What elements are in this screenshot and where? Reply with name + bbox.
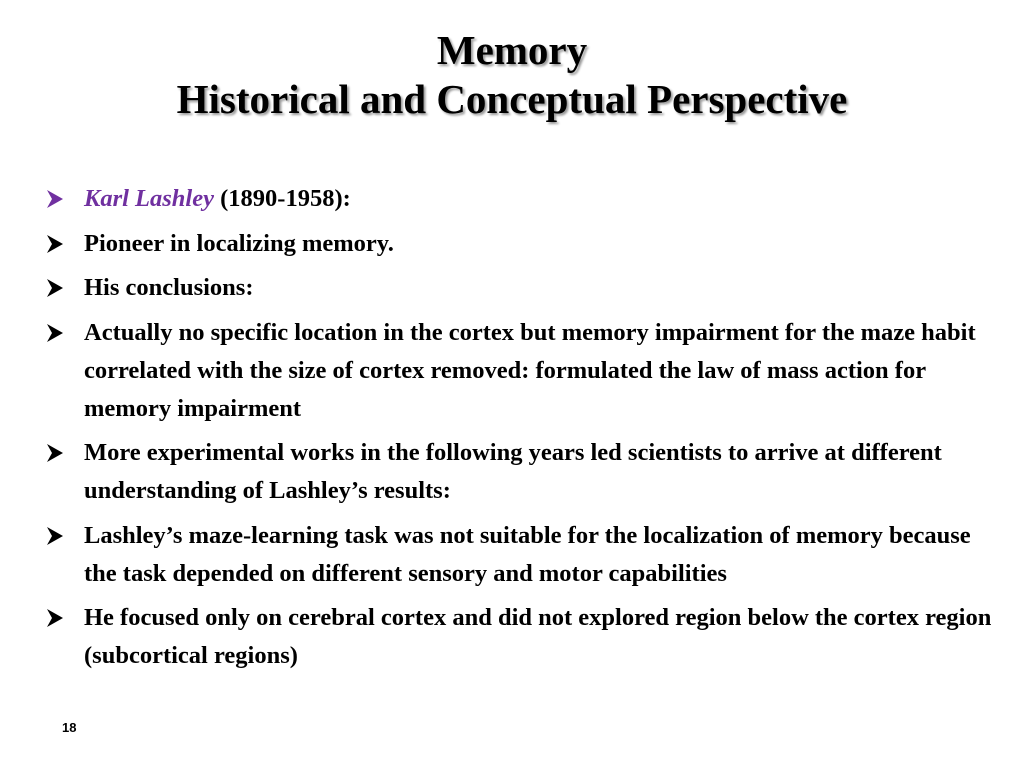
bullet-text: His conclusions:: [84, 274, 254, 301]
slide-title-line-1: Memory: [436, 27, 588, 73]
bullet-item: [46, 599, 996, 675]
arrowhead-bullet-icon: [46, 234, 64, 254]
bullet-item: [46, 269, 996, 307]
bullet-text: (1890-1958):: [214, 185, 351, 212]
arrowhead-bullet-icon: [46, 443, 64, 463]
arrowhead-bullet-icon: [46, 189, 64, 209]
arrowhead-bullet-icon: [46, 323, 64, 343]
slide-title: [0, 26, 1024, 123]
bullet-item: [46, 314, 996, 428]
bullet-item: [46, 225, 996, 263]
bullet-text: He focused only on cerebral cortex and did not explored region below the cortex region (subcortical regions): [84, 604, 992, 669]
bullet-text: More experimental works in the following years led scientists to arrive at different understanding of Lashley’s results:: [84, 439, 942, 504]
bullet-text: Actually no specific location in the cortex but memory impairment for the maze habit correlated with the size of cortex removed: formulated the law of mass action for memory impairment: [84, 318, 976, 422]
person-name: Karl Lashley: [84, 185, 214, 212]
slide-title-line-2: Historical and Conceptual Perspective: [176, 76, 848, 122]
arrowhead-bullet-icon: [46, 526, 64, 546]
bullet-text: Lashley’s maze-learning task was not suitable for the localization of memory because the task depended on different sensory and motor capabilities: [84, 521, 971, 587]
bullet-text: Pioneer in localizing memory.: [84, 229, 394, 257]
bullet-item: [46, 180, 996, 218]
bullet-item: [46, 434, 996, 510]
bullet-item: [46, 517, 996, 593]
bullet-list: [46, 180, 996, 682]
page-number: 18: [62, 720, 77, 735]
arrowhead-bullet-icon: [46, 608, 64, 628]
arrowhead-bullet-icon: [46, 278, 64, 298]
